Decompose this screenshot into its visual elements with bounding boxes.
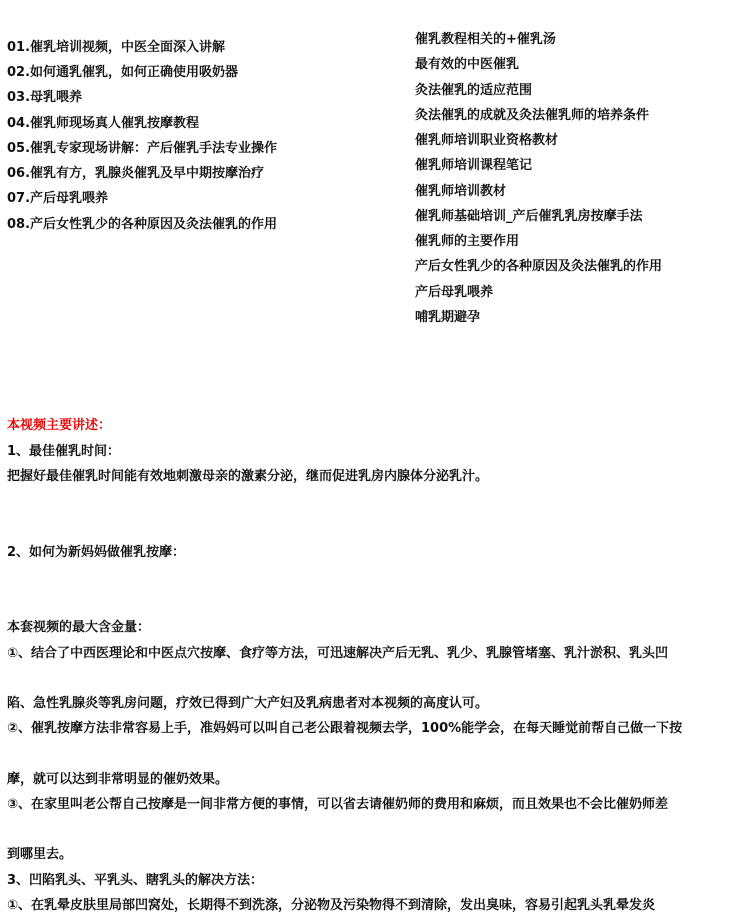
left-list-item[interactable]: 08.产后女性乳少的各种原因及灸法催乳的作用 <box>7 217 278 232</box>
intro-heading: 本视频主要讲述： <box>7 418 112 433</box>
right-list-item[interactable]: 最有效的中医催乳 <box>415 57 520 72</box>
left-list-item[interactable]: 06.催乳有方，乳腺炎催乳及早中期按摩治疗 <box>7 166 265 181</box>
section-3-title: 3、凹陷乳头、平乳头、瞎乳头的解决方法： <box>7 873 264 888</box>
right-list-item[interactable]: 催乳师培训职业资格教材 <box>415 133 559 148</box>
left-list-item[interactable]: 02.如何通乳催乳，如何正确使用吸奶器 <box>7 65 239 80</box>
section-1-text: 把握好最佳催乳时间能有效地刺激母亲的激素分泌，继而促进乳房内腺体分泌乳汁。 <box>7 469 489 484</box>
value-point-1-line-1: ①、结合了中西医理论和中医点穴按摩、食疗等方法，可迅速解决产后无乳、乳少、乳腺管堵塞、乳汁淤积、乳头凹 <box>7 646 669 661</box>
left-list-item[interactable]: 01.催乳培训视频，中医全面深入讲解 <box>7 40 226 55</box>
right-list-item[interactable]: 产后母乳喂养 <box>415 285 494 300</box>
left-list-item[interactable]: 05.催乳专家现场讲解：产后催乳手法专业操作 <box>7 141 278 156</box>
left-list-item[interactable]: 07.产后母乳喂养 <box>7 191 109 206</box>
value-point-2-line-2: 摩，就可以达到非常明显的催奶效果。 <box>7 772 229 787</box>
value-point-1-line-2: 陷、急性乳腺炎等乳房问题，疗效已得到广大产妇及乳病患者对本视频的高度认可。 <box>7 696 489 711</box>
left-list-item[interactable]: 04.催乳师现场真人催乳按摩教程 <box>7 116 200 131</box>
value-point-3-line-2: 到哪里去。 <box>7 847 73 862</box>
value-title: 本套视频的最大含金量： <box>7 620 151 635</box>
left-list-item[interactable]: 03.母乳喂养 <box>7 90 83 105</box>
right-list-item[interactable]: 催乳教程相关的+催乳汤 <box>415 32 556 47</box>
right-list-item[interactable]: 催乳师培训课程笔记 <box>415 158 533 173</box>
right-list-item[interactable]: 哺乳期避孕 <box>415 310 481 325</box>
right-list-item[interactable]: 催乳师的主要作用 <box>415 234 520 249</box>
right-list-item[interactable]: 灸法催乳的适应范围 <box>415 83 533 98</box>
right-list-item[interactable]: 产后女性乳少的各种原因及灸法催乳的作用 <box>415 259 663 274</box>
right-list-item[interactable]: 催乳师培训教材 <box>415 184 507 199</box>
right-list-item[interactable]: 灸法催乳的成就及灸法催乳师的培养条件 <box>415 108 650 123</box>
right-list-item[interactable]: 催乳师基础培训_产后催乳乳房按摩手法 <box>415 209 643 224</box>
section-1-title: 1、最佳催乳时间： <box>7 444 121 459</box>
section-2-title: 2、如何为新妈妈做催乳按摩： <box>7 545 186 560</box>
value-point-2-line-1: ②、催乳按摩方法非常容易上手，准妈妈可以叫自己老公跟着视频去学，100%能学会，在每天睡觉前帮自己做一下按 <box>7 721 683 736</box>
section-3-text-partial: ①、在乳晕皮肤里局部凹窝处，长期得不到洗涤，分泌物及污染物得不到清除，发出臭味，容易引起乳头乳晕发炎 <box>7 898 656 913</box>
value-point-3-line-1: ③、在家里叫老公帮自己按摩是一间非常方便的事情，可以省去请催奶师的费用和麻烦，而且效果也不会比催奶师差 <box>7 797 669 812</box>
